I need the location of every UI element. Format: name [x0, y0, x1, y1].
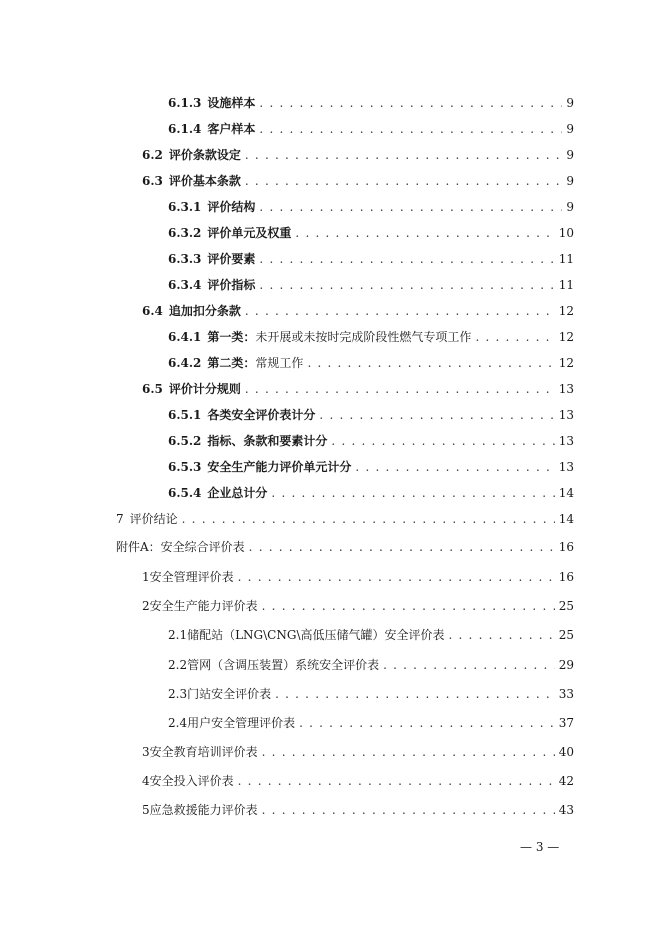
- toc-entry-number: 6.3.4: [168, 278, 202, 292]
- toc-entry-number: 6.3.1: [168, 200, 202, 214]
- toc-entry-title: 评价要素: [207, 252, 256, 266]
- toc-entry-page: 25: [558, 628, 574, 642]
- toc-entry-page: 9: [566, 148, 574, 162]
- toc-entry-number: 6.2: [142, 148, 163, 162]
- dot-leader: [262, 597, 555, 615]
- toc-entry[interactable]: [168, 120, 574, 138]
- toc-entry-number: 6.3: [142, 174, 163, 188]
- toc-entry-page: 40: [558, 745, 574, 759]
- toc-entry-title: 评价指标: [207, 278, 256, 292]
- toc-entry-number: 6.5.4: [168, 486, 202, 500]
- toc-entry-title: 2安全生产能力评价表: [142, 599, 258, 613]
- toc-entry-number: 6.5.1: [168, 408, 202, 422]
- toc-entry[interactable]: [142, 743, 574, 761]
- toc-entry-title: 各类安全评价表计分: [207, 408, 316, 422]
- toc-entry[interactable]: [168, 484, 574, 502]
- toc-entry-title: 2.3门站安全评价表: [168, 687, 272, 701]
- dot-leader: [262, 743, 555, 761]
- toc-entry-page: 13: [558, 434, 574, 448]
- toc-entry-page: 16: [558, 540, 574, 554]
- toc-entry[interactable]: [168, 432, 574, 450]
- toc-entry-page: 9: [566, 96, 574, 110]
- dot-leader: [319, 406, 554, 424]
- toc-entry-title: 评价条款设定: [168, 148, 241, 162]
- dot-leader: [449, 626, 555, 644]
- toc-entry[interactable]: [142, 568, 574, 586]
- toc-entry-title: 2.2管网（含调压装置）系统安全评价表: [168, 658, 380, 672]
- dot-leader: [238, 568, 555, 586]
- toc-entry-page: 14: [558, 486, 574, 500]
- toc-entry-page: 11: [558, 278, 574, 292]
- toc-entry-title: 3安全教育培训评价表: [142, 745, 258, 759]
- dot-leader: [182, 510, 555, 528]
- toc-entry-page: 9: [566, 174, 574, 188]
- toc-entry-number: 6.1.3: [168, 96, 202, 110]
- dot-leader: [295, 224, 554, 242]
- toc-entry[interactable]: [168, 354, 574, 372]
- toc-entry-title: 评价计分规则: [168, 382, 241, 396]
- toc-entry[interactable]: [142, 172, 574, 190]
- dot-leader: [271, 484, 554, 502]
- dot-leader: [259, 120, 562, 138]
- dot-leader: [355, 458, 554, 476]
- toc-entry-number: 7: [116, 512, 124, 526]
- toc-entry-number: 6.4.1: [168, 330, 202, 344]
- toc-entry-title: 评价单元及权重: [207, 226, 292, 240]
- toc-entry-title: 追加扣分条款: [168, 304, 241, 318]
- toc-entry-page: 33: [558, 687, 574, 701]
- toc-entry[interactable]: [142, 772, 574, 790]
- toc-entry[interactable]: [142, 801, 574, 819]
- toc-entry-title-plain: 未开展或未按时完成阶段性燃气专项工作: [255, 330, 472, 344]
- toc-entry-title: 安全生产能力评价单元计分: [207, 460, 352, 474]
- page-number-footer: — 3 —: [520, 840, 560, 854]
- dot-leader: [249, 538, 555, 556]
- toc-entry-page: 16: [558, 570, 574, 584]
- toc-entry-title: 指标、条款和要素计分: [207, 434, 328, 448]
- toc-entry-title: 评价结论: [129, 512, 178, 526]
- toc-entry-page: 9: [566, 122, 574, 136]
- toc-entry-page: 25: [558, 599, 574, 613]
- dot-leader: [262, 801, 555, 819]
- dot-leader: [259, 94, 562, 112]
- toc-entry[interactable]: [168, 328, 574, 346]
- toc-entry-title: 评价基本条款: [168, 174, 241, 188]
- dot-leader: [245, 380, 555, 398]
- toc-entry[interactable]: [142, 146, 574, 164]
- toc-entry-page: 13: [558, 460, 574, 474]
- toc-entry-number: 6.5.2: [168, 434, 202, 448]
- toc-entry[interactable]: [142, 597, 574, 615]
- toc-entry[interactable]: [168, 250, 574, 268]
- toc-entry-page: 12: [558, 304, 574, 318]
- toc-entry[interactable]: [168, 198, 574, 216]
- toc-entry-title: 企业总计分: [207, 486, 268, 500]
- dot-leader: [275, 685, 555, 703]
- toc-entry[interactable]: [168, 276, 574, 294]
- toc-entry-title: 2.1储配站（LNG\CNG\高低压储气罐）安全评价表: [168, 628, 445, 642]
- dot-leader: [331, 432, 554, 450]
- toc-entry[interactable]: [116, 538, 574, 556]
- toc-entry-page: 42: [558, 774, 574, 788]
- toc-entry-page: 29: [558, 658, 574, 672]
- toc-entry-page: 43: [558, 803, 574, 817]
- dot-leader: [383, 656, 555, 674]
- toc-entry-page: 13: [558, 382, 574, 396]
- toc-entry-title: [207, 328, 471, 346]
- toc-entry-page: 10: [558, 226, 574, 240]
- dot-leader: [238, 772, 555, 790]
- toc-entry-title: 客户样本: [207, 122, 256, 136]
- dot-leader: [259, 276, 554, 294]
- toc-entry-title: 5应急救援能力评价表: [142, 803, 258, 817]
- toc-entry-page: 37: [558, 716, 574, 730]
- toc-entry-number: 6.4: [142, 304, 163, 318]
- toc-entry-title-bold: 第二类：: [207, 356, 256, 370]
- toc-entry-page: 13: [558, 408, 574, 422]
- toc-entry-number: 6.4.2: [168, 356, 202, 370]
- toc-entry-title: 设施样本: [207, 96, 256, 110]
- dot-leader: [245, 172, 562, 190]
- toc-entry-title-bold: 第一类：: [207, 330, 256, 344]
- toc-entry-number: 6.3.3: [168, 252, 202, 266]
- toc-entry[interactable]: [116, 510, 574, 528]
- toc-entry[interactable]: [168, 685, 574, 703]
- toc-entry-number: 6.1.4: [168, 122, 202, 136]
- toc-entry[interactable]: [168, 94, 574, 112]
- dot-leader: [259, 198, 562, 216]
- toc-entry-title: 评价结构: [207, 200, 256, 214]
- dot-leader: [245, 146, 562, 164]
- toc-entry-title: [207, 354, 303, 372]
- dot-leader: [307, 354, 554, 372]
- toc-entry[interactable]: [142, 302, 574, 320]
- toc-entry[interactable]: [168, 458, 574, 476]
- toc-entry[interactable]: [168, 714, 574, 732]
- toc-entry-title: 2.4用户安全管理评价表: [168, 716, 296, 730]
- toc-entry-number: 6.5: [142, 382, 163, 396]
- toc-entry[interactable]: [142, 380, 574, 398]
- toc-entry[interactable]: [168, 406, 574, 424]
- toc-entry-page: 11: [558, 252, 574, 266]
- dot-leader: [245, 302, 555, 320]
- toc-entry[interactable]: [168, 224, 574, 242]
- dot-leader: [299, 714, 555, 732]
- dot-leader: [259, 250, 554, 268]
- toc-entry-title: 4安全投入评价表: [142, 774, 234, 788]
- toc-entry-page: 12: [558, 330, 574, 344]
- toc-entry-title-plain: 常规工作: [255, 356, 304, 370]
- toc-entry-number: 6.5.3: [168, 460, 202, 474]
- toc-entry-page: 12: [558, 356, 574, 370]
- toc-entry[interactable]: [168, 656, 574, 674]
- toc-entry-title: 1安全管理评价表: [142, 570, 234, 584]
- toc-entry[interactable]: [168, 626, 574, 644]
- toc-entry-number: 6.3.2: [168, 226, 202, 240]
- toc-entry-page: 9: [566, 200, 574, 214]
- toc-entry-title: 附件A：安全综合评价表: [116, 540, 245, 554]
- toc-entry-page: 14: [558, 512, 574, 526]
- dot-leader: [475, 328, 554, 346]
